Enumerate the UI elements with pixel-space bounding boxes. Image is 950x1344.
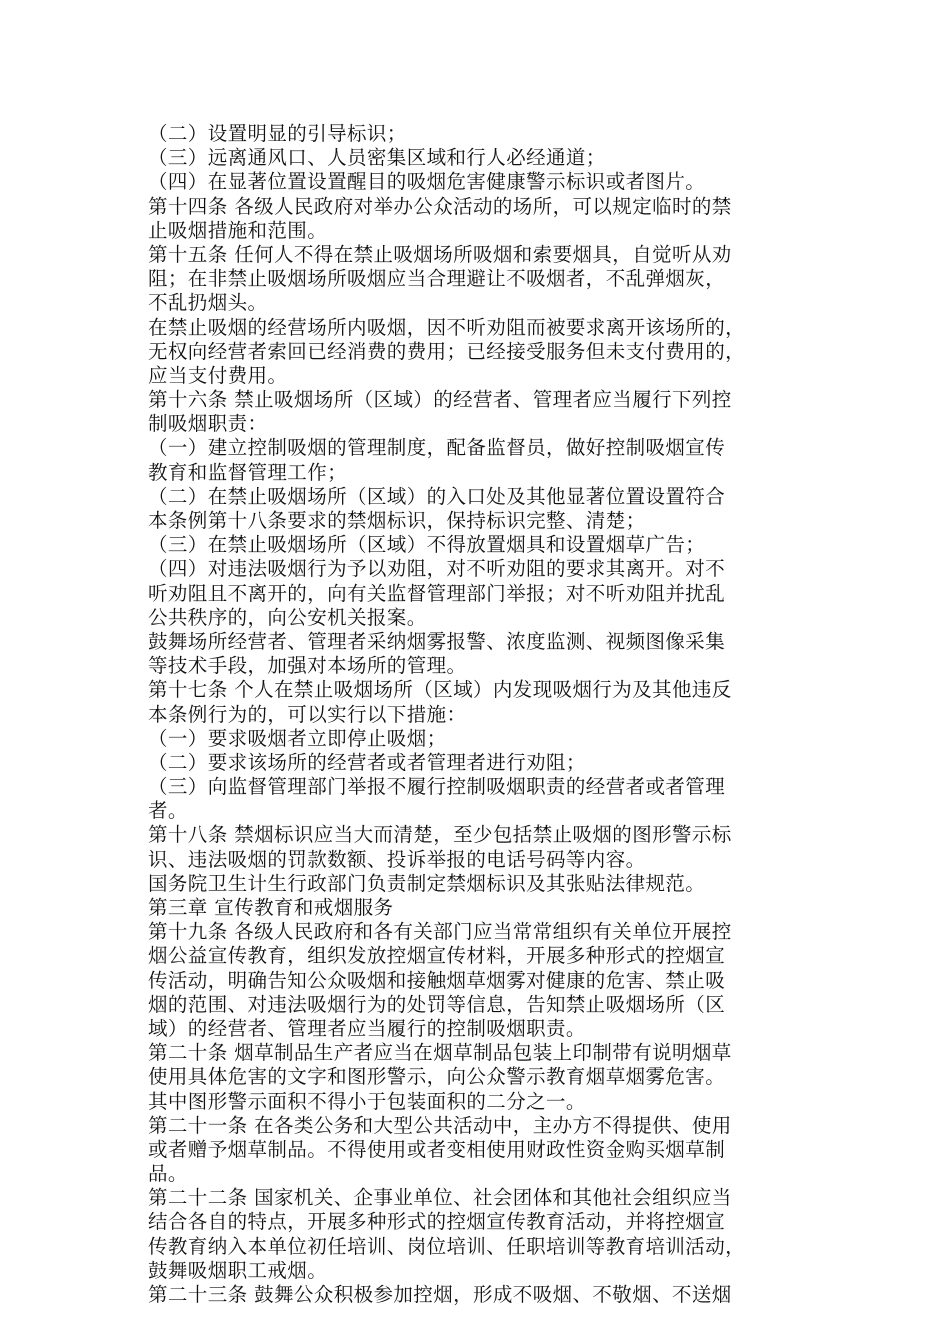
text-line: 结合各自的特点，开展多种形式的控烟宣传教育活动，并将控烟宣: [148, 1210, 726, 1234]
text-line: 等技术手段，加强对本场所的管理。: [148, 654, 467, 678]
text-line: 鼓舞场所经营者、管理者采纳烟雾报警、浓度监测、视频图像采集: [148, 629, 726, 653]
text-line: 制吸烟职责：: [148, 412, 268, 436]
text-line: 域）的经营者、管理者应当履行的控制吸烟职责。: [148, 1016, 586, 1040]
text-line: 传活动，明确告知公众吸烟和接触烟草烟雾对健康的危害、禁止吸: [148, 968, 726, 992]
article-20-heading: 第二十条 烟草制品生产者应当在烟草制品包装上印制带有说明烟草: [148, 1041, 732, 1065]
article-22-heading: 第二十二条 国家机关、企事业单位、社会团体和其他社会组织应当: [148, 1186, 732, 1210]
text-line: 烟公益宣传教育，组织发放控烟宣传材料，开展多种形式的控烟宣: [148, 944, 726, 968]
text-line: 国务院卫生计生行政部门负责制定禁烟标识及其张贴法律规范。: [148, 871, 706, 895]
article-16-heading: 第十六条 禁止吸烟场所（区域）的经营者、管理者应当履行下列控: [148, 388, 732, 412]
text-line: 不乱扔烟头。: [148, 291, 268, 315]
article-21-heading: 第二十一条 在各类公务和大型公共活动中，主办方不得提供、使用: [148, 1113, 732, 1137]
text-line: 烟的范围、对违法吸烟行为的处罚等信息，告知禁止吸烟场所（区: [148, 992, 726, 1016]
text-line: 者。: [148, 799, 188, 823]
text-line: （三）远离通风口、人员密集区域和行人必经通道；: [148, 146, 606, 170]
text-line: 或者赠予烟草制品。不得使用或者变相使用财政性资金购买烟草制: [148, 1137, 726, 1161]
text-line: （三）在禁止吸烟场所（区域）不得放置烟具和设置烟草广告；: [148, 533, 706, 557]
text-line: （一）要求吸烟者立即停止吸烟；: [148, 726, 447, 750]
text-line: 应当支付费用。: [148, 363, 288, 387]
text-line: （二）设置明显的引导标识；: [148, 122, 407, 145]
text-line: （四）在显著位置设置醒目的吸烟危害健康警示标识或者图片。: [148, 170, 706, 194]
text-line: 公共秩序的，向公安机关报案。: [148, 605, 427, 629]
text-line: 听劝阻且不离开的，向有关监督管理部门举报；对不听劝阻并扰乱: [148, 581, 726, 605]
article-15-heading: 第十五条 任何人不得在禁止吸烟场所吸烟和索要烟具，自觉听从劝: [148, 242, 732, 266]
text-line: 使用具体危害的文字和图形警示，向公众警示教育烟草烟雾危害。: [148, 1065, 726, 1089]
chapter-3-heading: 第三章 宣传教育和戒烟服务: [148, 896, 394, 919]
document-page: [148, 122, 813, 1307]
text-line: （三）向监督管理部门举报不履行控制吸烟职责的经营者或者管理: [148, 775, 726, 799]
text-line: （二）在禁止吸烟场所（区域）的入口处及其他显著位置设置符合: [148, 484, 726, 508]
text-line: 其中图形警示面积不得小于包装面积的二分之一。: [148, 1089, 586, 1113]
text-line: 识、违法吸烟的罚款数额、投诉举报的电话号码等内容。: [148, 847, 646, 871]
text-line: 在禁止吸烟的经营场所内吸烟，因不听劝阻而被要求离开该场所的，: [148, 315, 746, 339]
text-line: （二）要求该场所的经营者或者管理者进行劝阻；: [148, 750, 586, 774]
text-line: 传教育纳入本单位初任培训、岗位培训、任职培训等教育培训活动，: [148, 1234, 746, 1258]
text-line: 本条例行为的，可以实行以下措施：: [148, 702, 467, 726]
article-23-heading: 第二十三条 鼓舞公众积极参加控烟，形成不吸烟、不敬烟、不送烟: [148, 1283, 732, 1306]
text-line: （一）建立控制吸烟的管理制度，配备监督员，做好控制吸烟宣传: [148, 436, 726, 460]
text-line: 鼓舞吸烟职工戒烟。: [148, 1258, 328, 1282]
article-19-heading: 第十九条 各级人民政府和各有关部门应当常常组织有关单位开展控: [148, 920, 732, 944]
text-line: （四）对违法吸烟行为予以劝阻，对不听劝阻的要求其离开。对不: [148, 557, 726, 581]
article-14-heading: 第十四条 各级人民政府对举办公众活动的场所，可以规定临时的禁: [148, 194, 732, 218]
text-line: 无权向经营者索回已经消费的费用；已经接受服务但未支付费用的，: [148, 339, 746, 363]
text-line: 教育和监督管理工作；: [148, 460, 348, 484]
text-line: 止吸烟措施和范围。: [148, 218, 328, 242]
article-17-heading: 第十七条 个人在禁止吸烟场所（区域）内发现吸烟行为及其他违反: [148, 678, 732, 702]
text-line: 品。: [148, 1162, 188, 1186]
text-line: 本条例第十八条要求的禁烟标识，保持标识完整、清楚；: [148, 509, 646, 532]
text-line: 阻；在非禁止吸烟场所吸烟应当合理避让不吸烟者，不乱弹烟灰，: [148, 267, 726, 291]
article-18-heading: 第十八条 禁烟标识应当大而清楚，至少包括禁止吸烟的图形警示标: [148, 823, 732, 847]
